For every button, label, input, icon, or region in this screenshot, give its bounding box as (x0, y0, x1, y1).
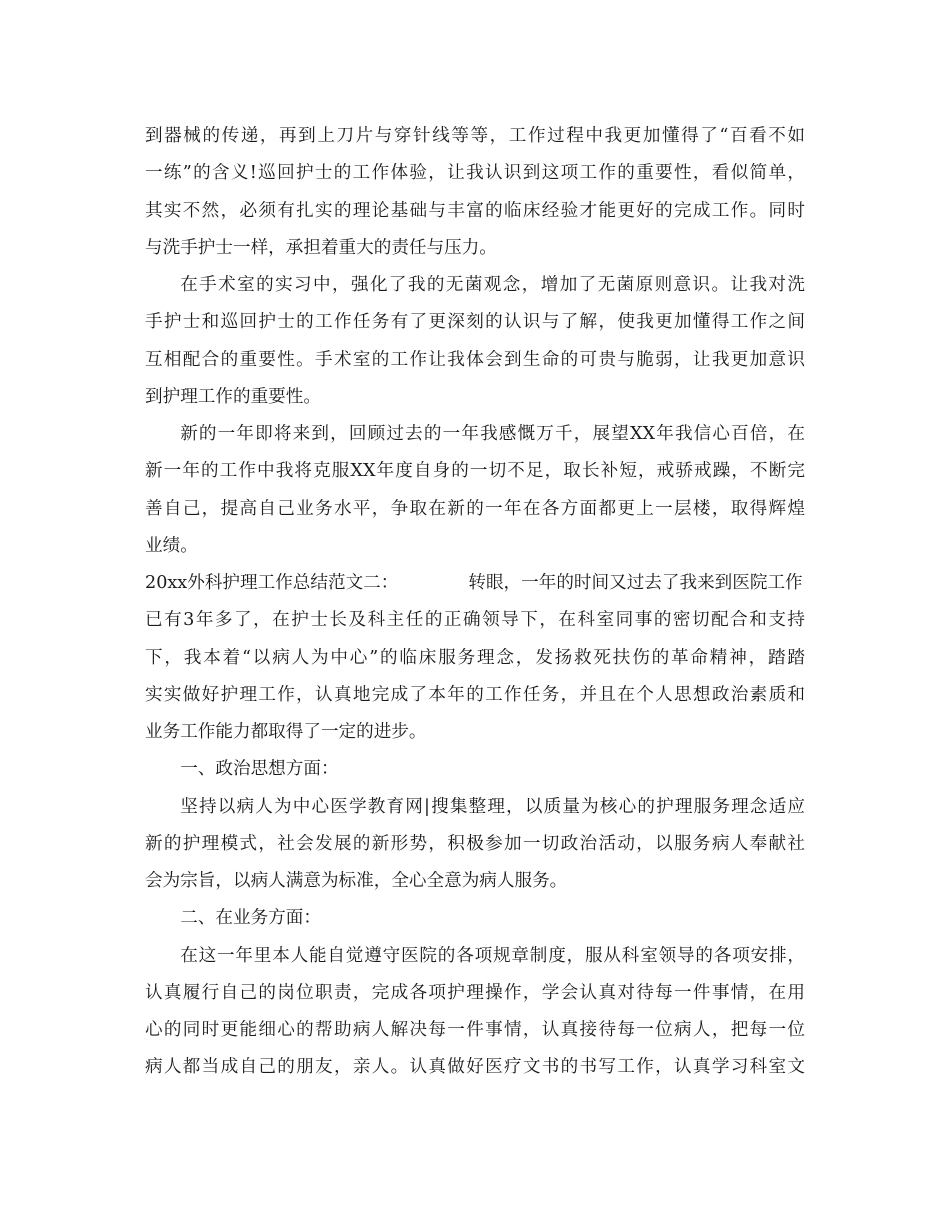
paragraph-line: 善自己，提高自己业务水平，争取在新的一年在各方面都更上一层楼，取得辉煌 (145, 498, 805, 519)
paragraph-line: 到护理工作的重要性。 (145, 386, 321, 407)
paragraph-line: 下，我本着“以病人为中心”的临床服务理念，发扬救死扶伤的革命精神，踏踏 (145, 647, 805, 668)
paragraph-line: 已有3年多了，在护士长及科主任的正确领导下，在科室同事的密切配合和支持 (145, 610, 805, 631)
paragraph-line: 在这一年里本人能自觉遵守医院的各项规章制度，服从科室领导的各项安排， (180, 945, 805, 966)
paragraph-line: 新的一年即将来到，回顾过去的一年我感慨万千，展望XX年我信心百倍，在 (180, 424, 805, 444)
paragraph-line: 实实做好护理工作，认真地完成了本年的工作任务，并且在个人思想政治素质和 (145, 684, 805, 705)
subsection-heading: 二、在业务方面： (180, 908, 321, 929)
paragraph-line: 手护士和巡回护士的工作任务有了更深刻的认识与了解，使我更加懂得工作之间 (145, 312, 805, 333)
paragraph-line: 其实不然，必须有扎实的理论基础与丰富的临床经验才能更好的完成工作。同时 (145, 200, 805, 221)
paragraph-line: 心的同时更能细心的帮助病人解决每一件事情，认真接待每一位病人，把每一位 (145, 1020, 805, 1040)
paragraph-line: 业务工作能力都取得了一定的进步。 (145, 722, 427, 742)
paragraph-line: 新的护理模式，社会发展的新形势，积极参加一切政治活动，以服务病人奉献社 (145, 833, 805, 854)
paragraph-line: 认真履行自己的岗位职责，完成各项护理操作，学会认真对待每一件事情，在用 (145, 982, 805, 1003)
paragraph-line: 会为宗旨，以病人满意为标准，全心全意为病人服务。 (145, 871, 568, 891)
paragraph-line: 到器械的传递，再到上刀片与穿针线等等，工作过程中我更加懂得了“百看不如 (145, 126, 805, 146)
paragraph-text: 转眼，一年的时间又过去了我来到医院工作 (468, 573, 803, 593)
paragraph-line: 坚持以病人为中心医学教育网|搜集整理，以质量为核心的护理服务理念适应 (180, 796, 805, 817)
paragraph-line: 互相配合的重要性。手术室的工作让我体会到生命的可贵与脆弱，让我更加意识 (145, 349, 805, 370)
paragraph-line: 新一年的工作中我将克服XX年度自身的一切不足，取长补短，戒骄戒躁，不断完 (145, 461, 805, 482)
section-heading-line (145, 565, 805, 602)
section-heading: 20xx外科护理工作总结范文二： (145, 573, 399, 593)
paragraph-line: 病人都当成自己的朋友，亲人。认真做好医疗文书的书写工作，认真学习科室文 (145, 1057, 805, 1078)
paragraph-line: 在手术室的实习中，强化了我的无菌观念，增加了无菌原则意识。让我对洗 (180, 275, 805, 295)
subsection-heading: 一、政治思想方面： (180, 759, 339, 780)
document-body (145, 118, 805, 1087)
paragraph-line: 一练”的含义!巡回护士的工作体验，让我认识到这项工作的重要性，看似简单， (145, 163, 805, 184)
paragraph-line: 与洗手护士一样，承担着重大的责任与压力。 (145, 237, 497, 258)
paragraph-line: 业绩。 (145, 535, 198, 556)
